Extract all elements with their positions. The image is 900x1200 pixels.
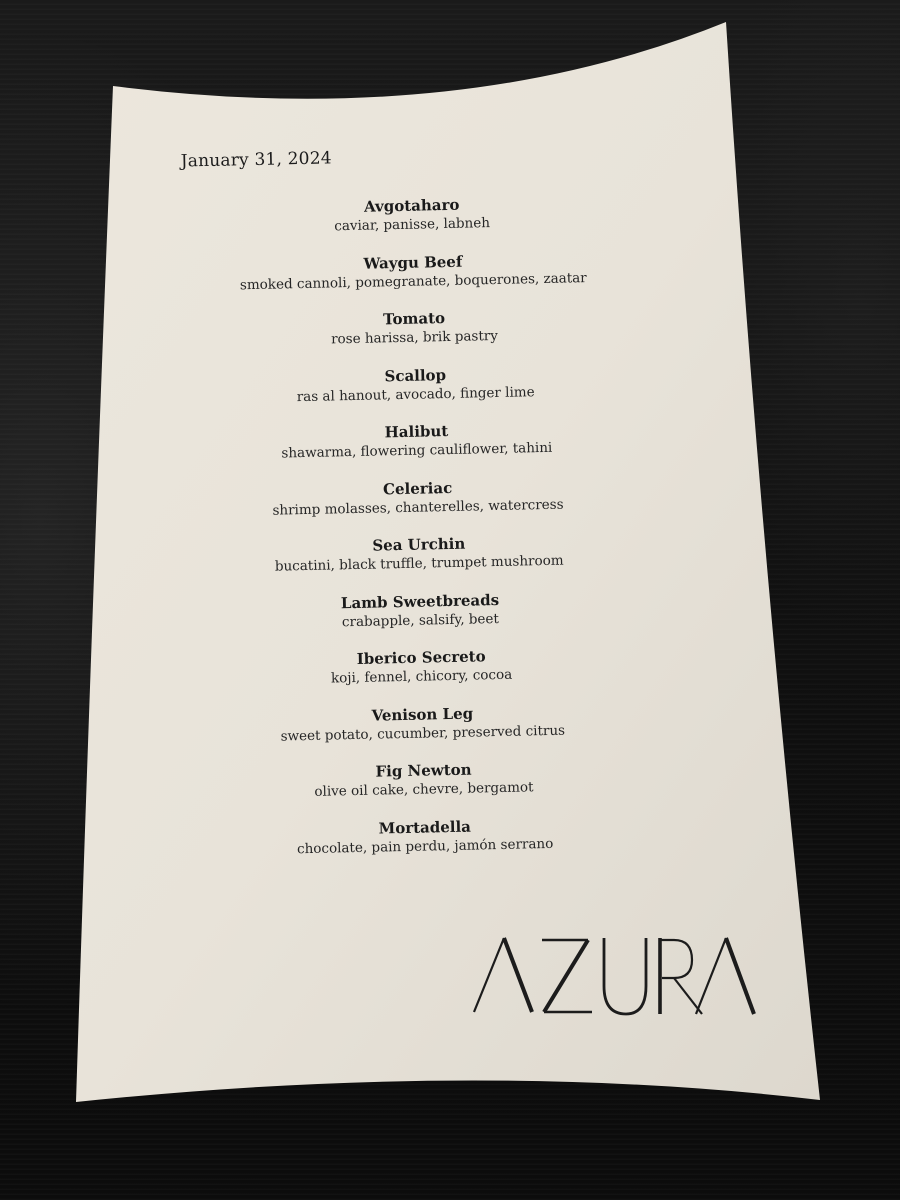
course-item (205, 813, 646, 879)
course-item (196, 418, 637, 484)
course-item (198, 475, 639, 541)
course-description: crabapple, salsify, beet (341, 610, 500, 630)
course-description: caviar, panisse, labneh (334, 215, 491, 235)
course-item (192, 192, 633, 258)
course-list (192, 192, 646, 879)
course-name: Venison Leg (371, 704, 474, 725)
course-item (199, 531, 640, 597)
course-description: sweet potato, cucumber, preserved citrus (280, 722, 566, 745)
course-name: Iberico Secreto (356, 647, 486, 668)
course-item (193, 249, 634, 315)
course-item (195, 362, 636, 428)
course-description: olive oil cake, chevre, bergamot (314, 779, 534, 800)
course-name: Scallop (384, 365, 447, 385)
course-item (202, 700, 643, 766)
course-name: Celeriac (382, 478, 453, 498)
azura-logo (470, 928, 760, 1028)
course-description: smoked cannoli, pomegranate, boquerones, zaatar (239, 269, 587, 293)
menu-date: January 31, 2024 (180, 148, 332, 172)
course-name: Lamb Sweetbreads (340, 590, 500, 612)
course-name: Tomato (382, 309, 446, 329)
course-description: bucatini, black truffle, trumpet mushroom (274, 552, 564, 575)
course-item (194, 305, 635, 371)
course-item (201, 644, 642, 710)
course-name: Avgotaharo (363, 195, 460, 216)
course-description: rose harissa, brik pastry (330, 327, 499, 348)
course-description: shrimp molasses, chanterelles, watercress (272, 496, 564, 519)
course-description: chocolate, pain perdu, jamón serrano (296, 835, 554, 857)
course-item (200, 588, 641, 654)
course-description: shawarma, flowering cauliflower, tahini (281, 439, 553, 462)
course-name: Sea Urchin (372, 534, 466, 555)
course-name: Mortadella (378, 817, 472, 838)
course-name: Halibut (384, 422, 449, 442)
course-description: ras al hanout, avocado, finger lime (296, 383, 535, 405)
course-description: koji, fennel, chicory, cocoa (330, 666, 513, 687)
course-name: Fig Newton (375, 760, 472, 781)
course-name: Waygu Beef (363, 252, 463, 273)
course-item (203, 757, 644, 823)
